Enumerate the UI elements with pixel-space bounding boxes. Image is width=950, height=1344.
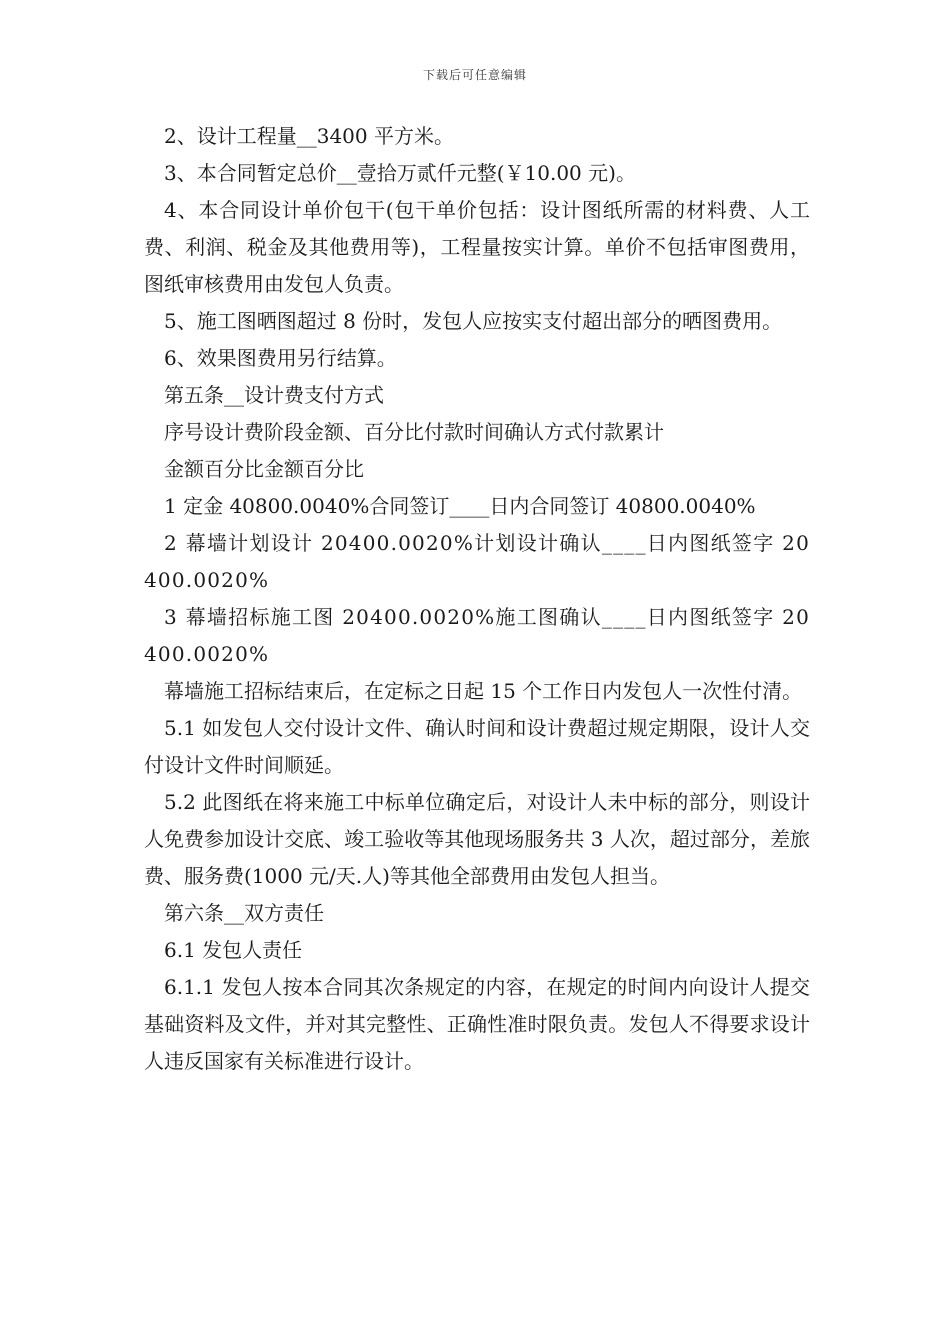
table-header-line-2: 金额百分比金额百分比 [164, 457, 364, 481]
section-heading-article-5: 第五条__设计费支付方式 [164, 383, 384, 407]
paragraph-rendering-fee: 6、效果图费用另行结算。 [164, 346, 397, 370]
subsection-heading-6-1: 6.1 发包人责任 [164, 938, 303, 962]
page-header-note: 下载后可任意编辑 [422, 68, 527, 82]
table-row-curtain-wall-design: 2 幕墙计划设计 20400.0020%计划设计确认____日内图纸签字 20400.0020% [144, 531, 810, 592]
paragraph-blueprint-fee: 5、施工图晒图超过 8 份时，发包人应按实支付超出部分的晒图费用。 [164, 309, 783, 333]
document-body [144, 118, 810, 1080]
table-row-curtain-wall-tender: 3 幕墙招标施工图 20400.0020%施工图确认____日内图纸签字 20400.0020% [144, 605, 810, 666]
table-row-deposit: 1 定金 40800.0040%合同签订____日内合同签订 40800.0040% [164, 494, 756, 518]
paragraph-clause-6-1-1: 6.1.1 发包人按本合同其次条规定的内容，在规定的时间内向设计人提交基础资料及文件，并对其完整性、正确性准时限负责。发包人不得要求设计人违反国家有关标准进行设计。 [144, 975, 810, 1073]
paragraph-unit-price: 4、本合同设计单价包干(包干单价包括：设计图纸所需的材料费、人工费、利润、税金及其他费用等)，工程量按实计算。单价不包括审图费用，图纸审核费用由发包人负责。 [144, 198, 810, 296]
paragraph-total-price: 3、本合同暂定总价__壹拾万贰仟元整(￥10.00 元)。 [164, 161, 636, 185]
paragraph-final-payment: 幕墙施工招标结束后，在定标之日起 15 个工作日内发包人一次性付清。 [164, 679, 803, 703]
section-heading-article-6: 第六条__双方责任 [164, 901, 324, 925]
paragraph-clause-5-2: 5.2 此图纸在将来施工中标单位确定后，对设计人未中标的部分，则设计人免费参加设计交底、竣工验收等其他现场服务共 3 人次，超过部分，差旅费、服务费(1000 元/天.人)等其他全部费用由发包人担当。 [144, 790, 810, 888]
paragraph-design-quantity: 2、设计工程量__3400 平方米。 [164, 124, 454, 148]
paragraph-clause-5-1: 5.1 如发包人交付设计文件、确认时间和设计费超过规定期限，设计人交付设计文件时间顺延。 [144, 716, 810, 777]
table-header-line-1: 序号设计费阶段金额、百分比付款时间确认方式付款累计 [164, 420, 664, 444]
